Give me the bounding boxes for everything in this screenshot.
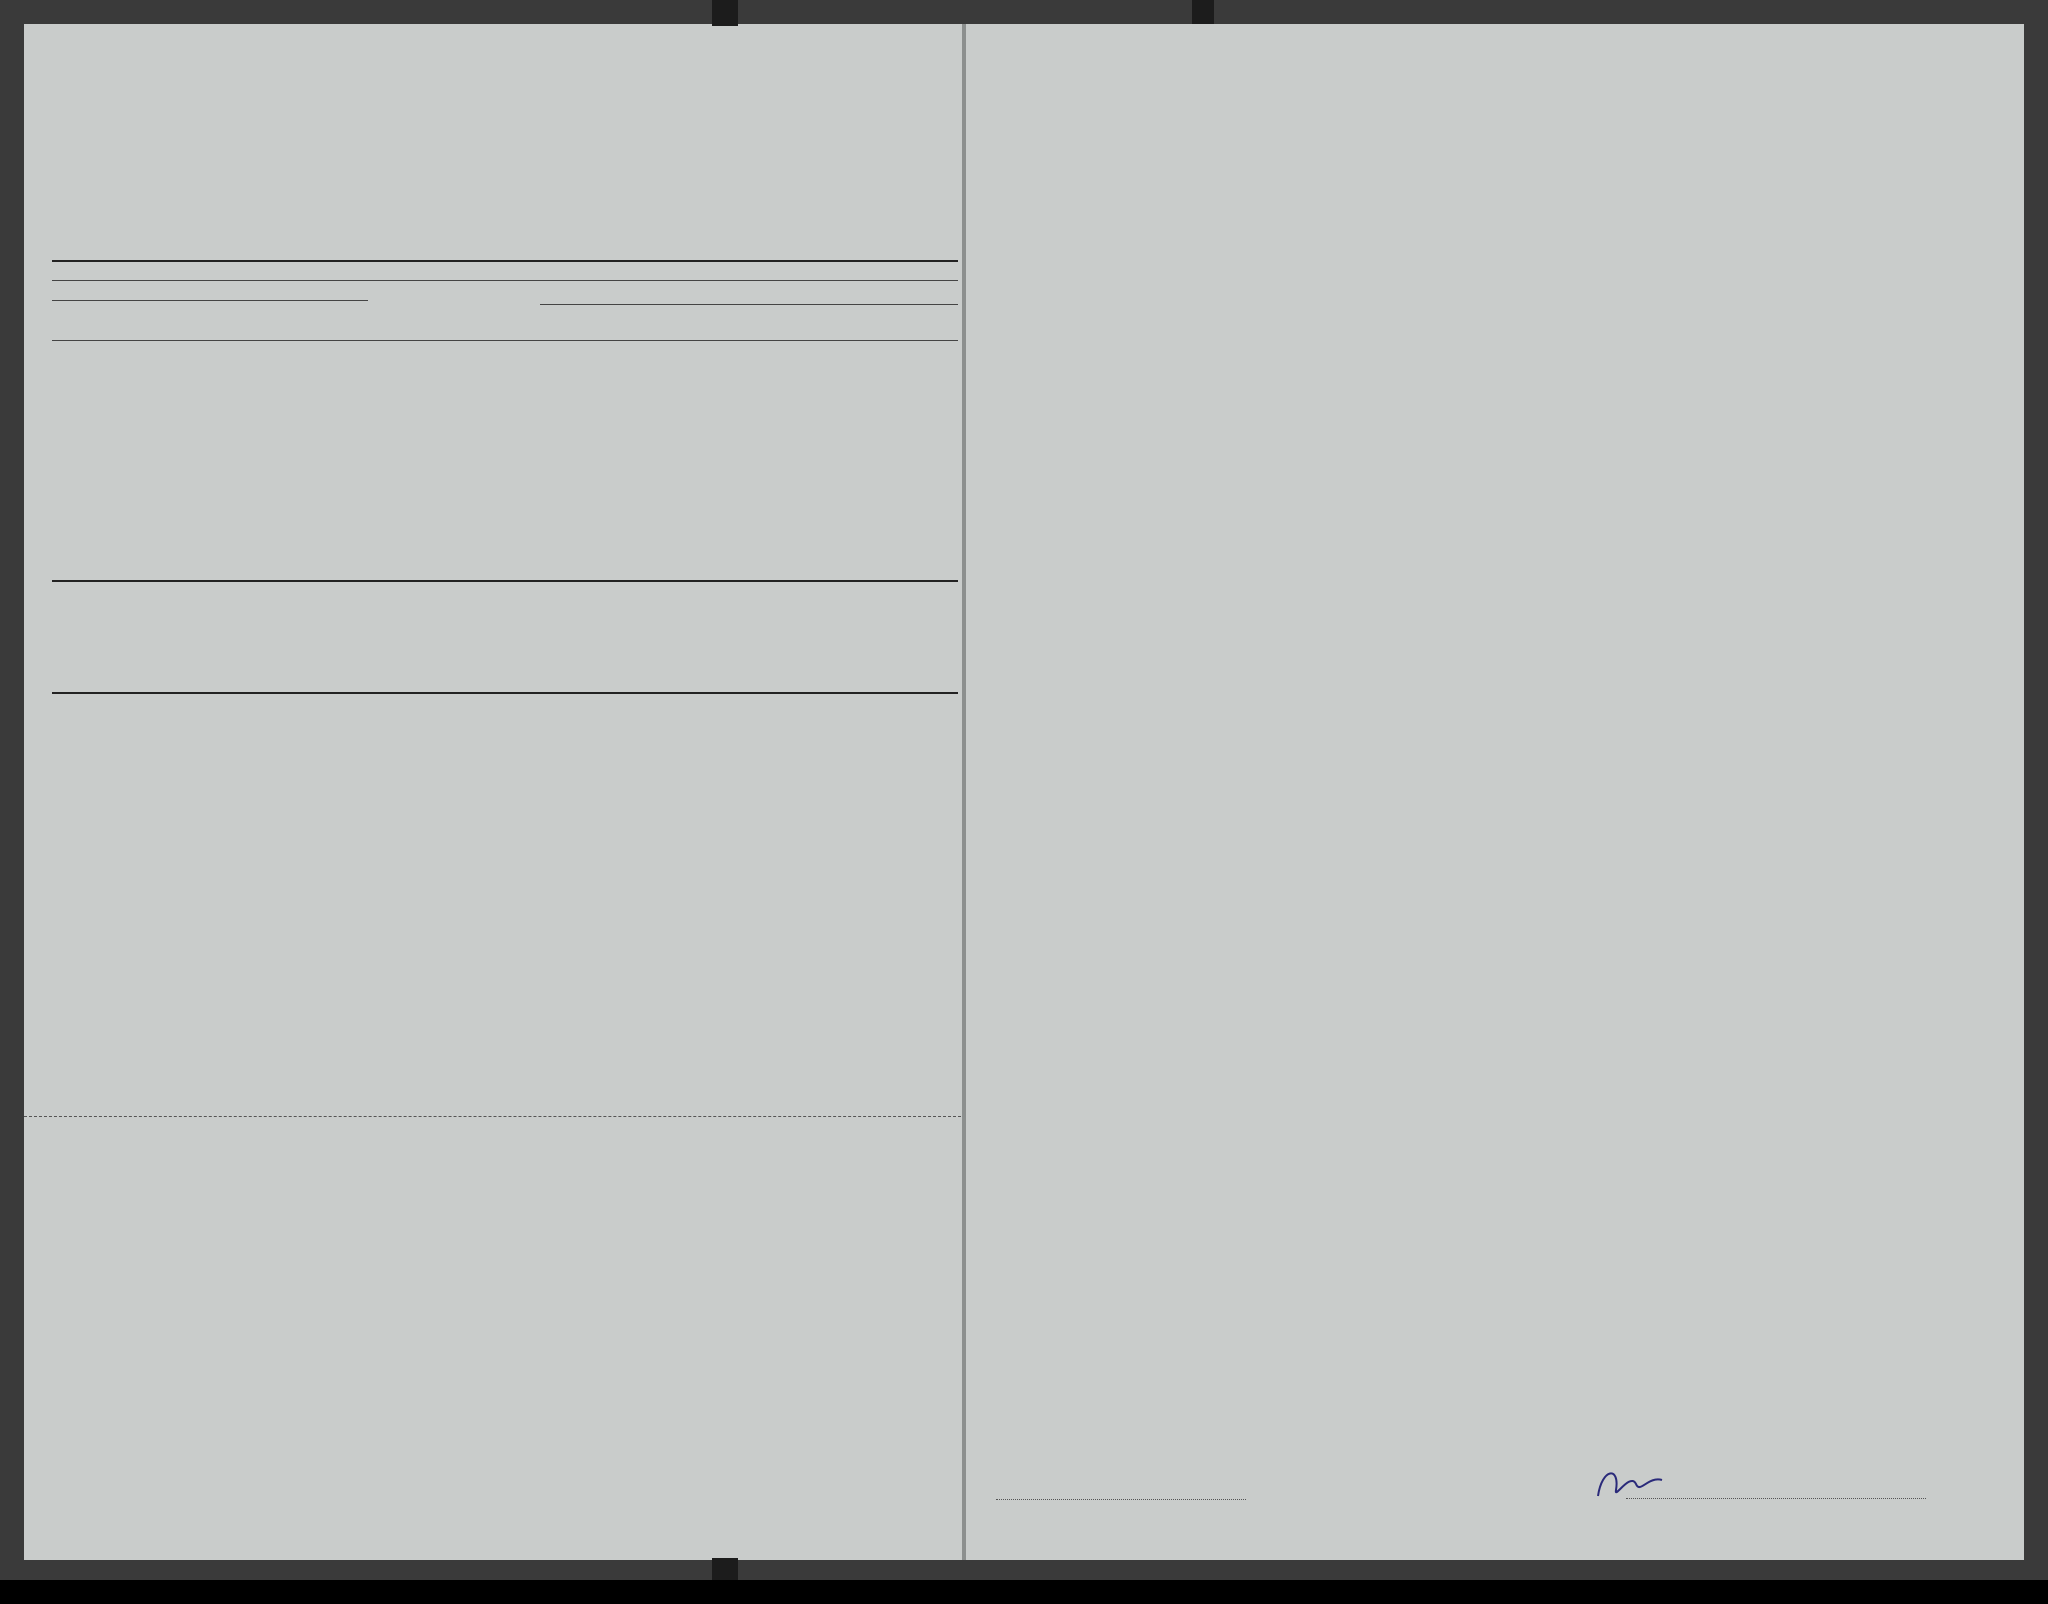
footer-bar	[0, 1580, 2048, 1604]
page-2	[966, 24, 2024, 1560]
binder-clip	[712, 1558, 738, 1580]
binder-clip	[1192, 0, 1214, 26]
page-1	[24, 24, 966, 1560]
binder-clip	[712, 0, 738, 26]
commander-signature	[1590, 1460, 1670, 1506]
